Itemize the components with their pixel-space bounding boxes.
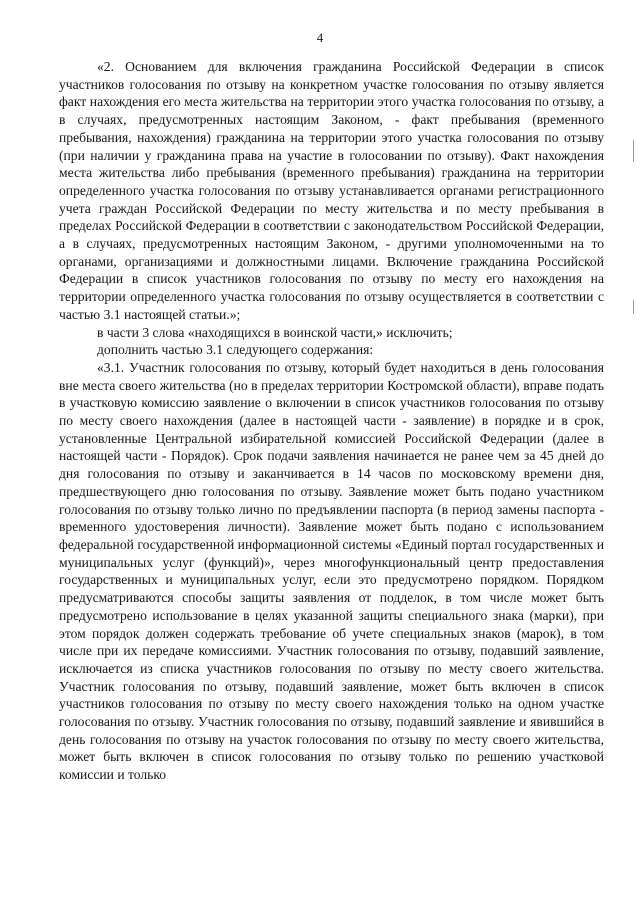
paragraph-part-3-amendment: в части 3 слова «находящихся в воинской части,» исключить; <box>97 324 453 340</box>
scan-edge-mark <box>633 140 634 162</box>
scan-edge-mark <box>633 300 634 314</box>
paragraph-part-2: «2. Основанием для включения гражданина Российской Федерации в список участников голосования по отзыву на конкретном участке голосования по отзыву является факт нахождения его места жительства на территории этого участка голосования по отзыву, а в случаях, предусмотренных настоящим Законом, - факт пребывания (временного пребывания, нахождения) гражданина на территории этого участка голосования по отзыву (при наличии у гражданина права на участие в голосовании по отзыву). Факт нахождения места жительства либо пребывания (временного пребывания) гражданина на территории определенного участка голосования по отзыву устанавливается органами регистрационного учета граждан Российской Федерации по месту жительства и по месту пребывания в пределах Российской Федерации в соответствии с законодательством Российской Федерации, а в случаях, предусмотренных настоящим Законом, - другими уполномоченными на то органами, организациями и должностными лицами. Включение гражданина Российской Федерации в список участников голосования по отзыву по месту его нахождения на территории определенного участка голосования по отзыву осуществляется в соответствии с частью 3.1 настоящей статьи.»; <box>59 59 604 322</box>
paragraph-part-3-1: «3.1. Участник голосования по отзыву, который будет находиться в день голосования вне места своего жительства (но в пределах территории Костромской области), вправе подать в участковую комиссию заявление о включении в список участников голосования по отзыву по месту своего нахождения (далее в настоящей части - заявление) в порядке и в срок, установленные Центральной избирательной комиссией Российской Федерации (далее в настоящей части - Порядок). Срок подачи заявления начинается не ранее чем за 45 дней до дня голосования по отзыву и заканчивается в 14 часов по московскому времени дня, предшествующего дню голосования по отзыву. Заявление может быть подано участником голосования по отзыву только лично по предъявлении паспорта (в период замены паспорта - временного удостоверения личности). Заявление может быть подано с использованием федеральной государственной информационной системы «Единый портал государственных и муниципальных услуг (функций)», через многофункциональный центр предоставления государственных и муниципальных услуг, если это предусмотрено порядком. Порядком предусматриваются способы защиты заявления от подделок, в том числе может быть предусмотрено использование в целях указанной защиты специального знака (марки), при этом порядок должен содержать требование об учете специальных знаков (марок), в том числе при их передаче комиссиями. Участник голосования по отзыву, подавший заявление, исключается из списка участников голосования по отзыву по месту своего жительства. Участник голосования по отзыву, подавший заявление, может быть включен в список участников голосования по отзыву по месту своего нахождения только на одном участке голосования по отзыву. Участник голосования по отзыву, подавший заявление и явившийся в день голосования по отзыву на участок голосования по отзыву по месту своего жительства, может быть включен в список голосования по отзыву только по решению участковой комиссии и только <box>59 359 604 783</box>
document-body <box>59 58 604 784</box>
paragraph-add-part-3-1: дополнить частью 3.1 следующего содержания: <box>97 342 374 358</box>
page-number: 4 <box>316 30 324 45</box>
